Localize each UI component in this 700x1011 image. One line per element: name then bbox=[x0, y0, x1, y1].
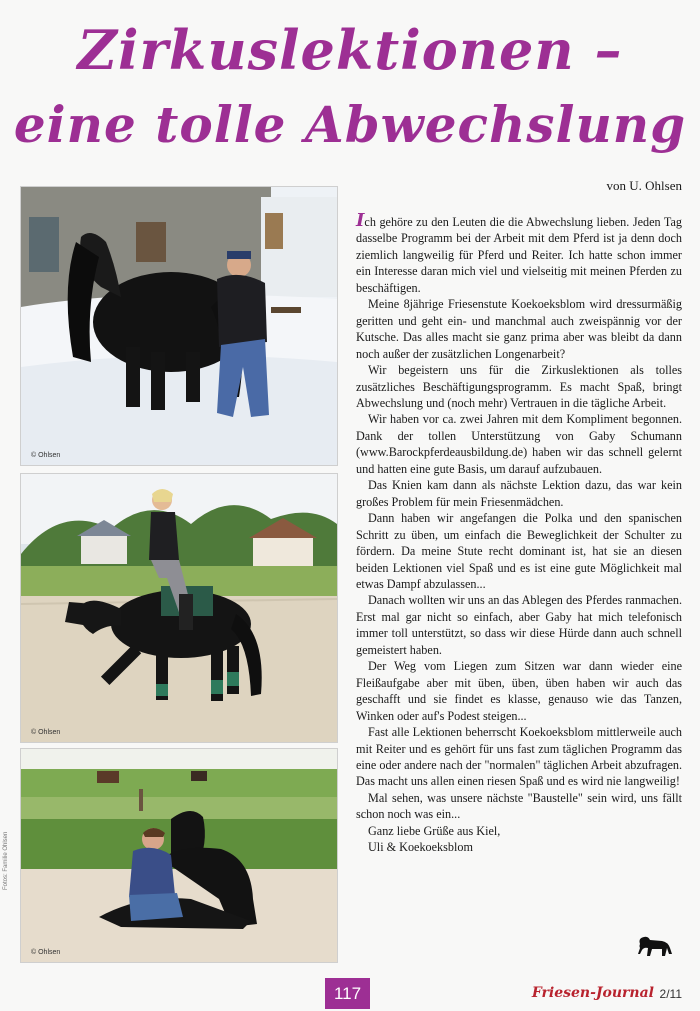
article-paragraph: Meine 8jährige Friesenstute Koekoeksblom wird dressurmäßig geritten und geht ein- und manchmal auch zweispännig vor der Kutsche. Das alles macht sie ganz prima aber was bleibt da dann noch außer der zusätzlichen Longenarbeit? bbox=[356, 297, 682, 361]
photo-horse-in-snow bbox=[20, 186, 338, 466]
journal-logo: Friesen-Journal bbox=[531, 985, 654, 1001]
photo-horse-lying-down bbox=[20, 748, 338, 963]
photo-rider-spanish-walk bbox=[20, 473, 338, 743]
photo-credits-vertical: Fotos: Familie Ohlsen bbox=[3, 831, 9, 890]
article-paragraph: Das Knien kam dann als nächste Lektion dazu, das war kein großes Problem für mein Friesenmädchen. bbox=[356, 478, 682, 509]
author-byline: von U. Ohlsen bbox=[606, 178, 682, 193]
headline-line-2: eine tolle Abwechslung bbox=[13, 95, 687, 154]
article-paragraph: Danach wollten wir uns an das Ablegen des Pferdes ranmachen. Erst mal gar nicht so einfach, aber Gaby hat mich telefonisch immer toll unterstützt, so dass wir diese Hürde dann auch schnell gemeistert haben. bbox=[356, 593, 682, 657]
photo-credit-2: © Ohlsen bbox=[31, 729, 61, 736]
article-paragraph: Mal sehen, was unsere nächste "Baustelle" sein wird, uns fällt schon noch was ein... bbox=[356, 790, 682, 822]
page-number: 117 bbox=[325, 978, 370, 1009]
article-paragraph: Der Weg vom Liegen zum Sitzen war dann wieder eine Fleißaufgabe aber mit üben, üben, üben haben wir auch das geschafft und sie findet es klasse, genauso wie das Tanzen, Winken oder auf's Podest steigen... bbox=[356, 659, 682, 723]
article-paragraph: Dann haben wir angefangen die Polka und den spanischen Schritt zu üben, um einfach die Beweglichkeit der Schulter zu fördern. Da meine Stute recht dominant ist, hat sie an diesen beiden Lektionen viel Spaß und es ist eine gute Möglichkeit mal etwas Dampf abzulassen... bbox=[356, 511, 682, 591]
issue-number: 2/11 bbox=[659, 987, 682, 1001]
rider-horse-illustration bbox=[21, 474, 337, 742]
horse-snow-illustration bbox=[21, 187, 337, 465]
photo-credit-1: © Ohlsen bbox=[31, 452, 61, 459]
article-paragraph: Wir haben vor ca. zwei Jahren mit dem Kompliment begonnen. Dank der tollen Unterstützung von Gaby Schumann (www.Barockpferdeausbildung.de) haben wir das schnell gelernt und hatten eine gute Basis, um darauf aufzubauen. bbox=[356, 412, 682, 476]
horse-logo-icon bbox=[636, 934, 674, 960]
horse-lying-illustration bbox=[21, 749, 337, 962]
article-body bbox=[356, 210, 682, 856]
article-paragraph: Fast alle Lektionen beherrscht Koekoeksblom mittlerweile auch mit Reiter und es gehört für uns fast zum täglichen Programm das eine oder andere nach der "normalen" täglichen Arbeit abzufragen. Das macht uns allen einen riesen Spaß und es wird nie langweilig! bbox=[356, 725, 682, 789]
article-paragraph bbox=[356, 210, 682, 296]
photo-credit-3: © Ohlsen bbox=[31, 949, 61, 956]
drop-cap: I bbox=[356, 210, 365, 231]
paragraph-text: ch gehöre zu den Leuten die die Abwechslung lieben. Jeden Tag dasselbe Programm bei der Arbeit mit dem Pferd ist ja denn doch ziemlich langweilig für Pferd und Reiter. Ich hatte schon immer ein Interesse daran mich viel und vielseitig mit meinen Pferden zu beschäftigen. bbox=[356, 215, 682, 295]
article-paragraph: Wir begeistern uns für die Zirkuslektionen als tolles zusätzliches Beschäftigungsprogramm. Es macht Spaß, bringt Abwechslung und (noch mehr) Vertrauen in die tägliche Arbeit. bbox=[356, 363, 682, 410]
signoff-names: Uli & Koekoeksblom bbox=[368, 840, 473, 855]
signoff-greeting: Ganz liebe Grüße aus Kiel, bbox=[368, 823, 501, 838]
headline-line-1: Zirkuslektionen – bbox=[77, 18, 623, 82]
